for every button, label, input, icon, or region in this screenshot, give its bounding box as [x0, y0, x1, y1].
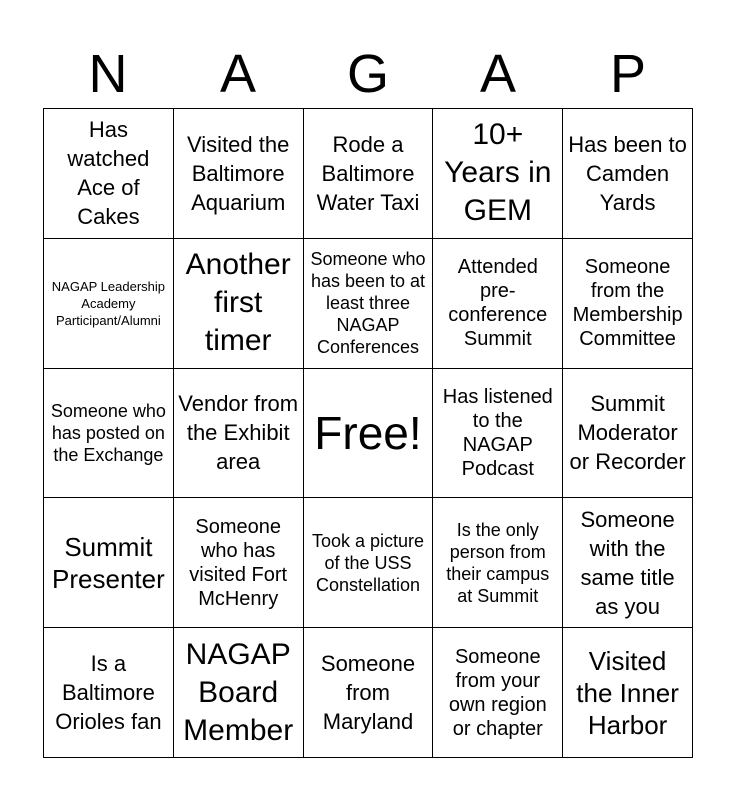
bingo-cell-r3c2[interactable]: Vendor from the Exhibit area — [174, 369, 304, 499]
bingo-cell-r2c4[interactable]: Attended pre-conference Summit — [433, 239, 563, 369]
bingo-cell-r5c4[interactable]: Someone from your own region or chapter — [433, 628, 563, 758]
header-letter-n: N — [88, 44, 128, 104]
bingo-cell-r4c1[interactable]: Summit Presenter — [44, 498, 174, 628]
bingo-cell-r4c4[interactable]: Is the only person from their campus at Summit — [433, 498, 563, 628]
bingo-cell-r3c5[interactable]: Summit Moderator or Recorder — [563, 369, 693, 499]
bingo-cell-r5c5[interactable]: Visited the Inner Harbor — [563, 628, 693, 758]
bingo-cell-r1c1[interactable]: Has watched Ace of Cakes — [44, 109, 174, 239]
bingo-cell-r5c3[interactable]: Someone from Maryland — [304, 628, 434, 758]
bingo-cell-r3c1[interactable]: Someone who has posted on the Exchange — [44, 369, 174, 499]
header-letter-g: G — [346, 44, 389, 104]
header-letter-a-2: A — [479, 44, 517, 104]
bingo-cell-r2c1[interactable]: NAGAP Leadership Academy Participant/Alumni — [44, 239, 174, 369]
bingo-cell-r4c5[interactable]: Someone with the same title as you — [563, 498, 693, 628]
bingo-cell-r2c3[interactable]: Someone who has been to at least three NAGAP Conferences — [304, 239, 434, 369]
bingo-cell-r5c1[interactable]: Is a Baltimore Orioles fan — [44, 628, 174, 758]
bingo-header — [43, 40, 693, 108]
bingo-cell-r2c5[interactable]: Someone from the Membership Committee — [563, 239, 693, 369]
bingo-cell-r3c4[interactable]: Has listened to the NAGAP Podcast — [433, 369, 563, 499]
bingo-cell-r4c3[interactable]: Took a picture of the USS Constellation — [304, 498, 434, 628]
header-letter-a: A — [219, 44, 257, 104]
bingo-cell-r4c2[interactable]: Someone who has visited Fort McHenry — [174, 498, 304, 628]
bingo-cell-r2c2[interactable]: Another first timer — [174, 239, 304, 369]
header-letter-p: P — [609, 44, 647, 104]
bingo-cell-r1c4[interactable]: 10+ Years in GEM — [433, 109, 563, 239]
bingo-cell-r1c5[interactable]: Has been to Camden Yards — [563, 109, 693, 239]
bingo-cell-r1c3[interactable]: Rode a Baltimore Water Taxi — [304, 109, 434, 239]
bingo-cell-free[interactable]: Free! — [304, 369, 434, 499]
bingo-cell-r1c2[interactable]: Visited the Baltimore Aquarium — [174, 109, 304, 239]
bingo-grid — [43, 108, 693, 758]
bingo-cell-r5c2[interactable]: NAGAP Board Member — [174, 628, 304, 758]
